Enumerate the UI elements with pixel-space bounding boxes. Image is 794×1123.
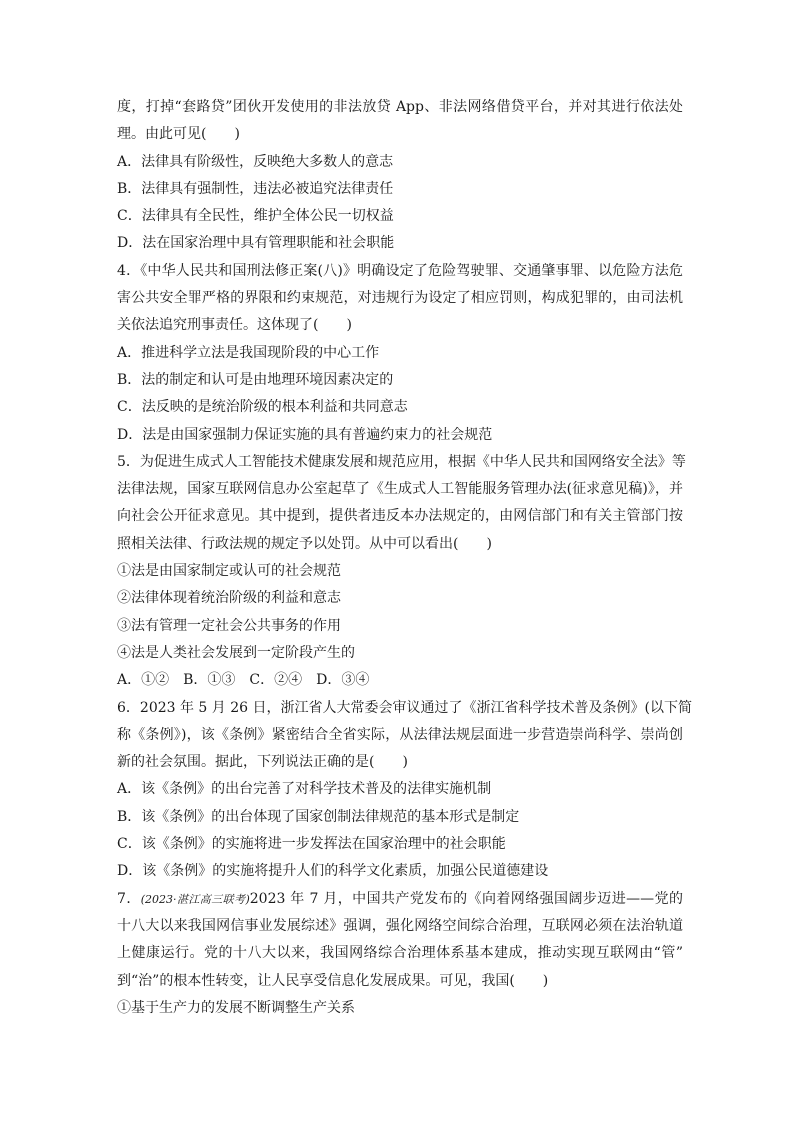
question-5-options: A．①② B．①③ C．②④ D．③④ xyxy=(117,672,370,689)
question-7-stem-line xyxy=(117,886,683,913)
question-7-stem-line: 到“治”的根本性转变，让人民享受信息化发展成果。可见，我国( ) xyxy=(117,972,549,989)
document-page xyxy=(117,94,692,1022)
question-6-option-d: D．该《条例》的实施将提升人们的科学文化素质，加强公民道德建设 xyxy=(117,863,549,880)
question-4-option-a: A．推进科学立法是我国现阶段的中心工作 xyxy=(117,344,380,361)
question-6-option-b: B．该《条例》的出台体现了国家创制法律规范的基本形式是制定 xyxy=(117,808,520,825)
question-4-stem-line: 害公共安全罪严格的界限和约束规范，对违规行为设定了相应罚则，构成犯罪的，由司法机 xyxy=(117,290,683,307)
question-7-stem-text: 2023 年 7 月，中国共产党发布的《向着网络强国阔步迈进——党的 xyxy=(249,890,683,907)
question-5-statement-3: ③法有管理一定社会公共事务的作用 xyxy=(117,617,341,634)
question-5-stem-line: 5．为促进生成式人工智能技术健康发展和规范应用，根据《中华人民共和国网络安全法》等 xyxy=(117,453,686,470)
question-4-option-d: D．法是由国家强制力保证实施的具有普遍约束力的社会规范 xyxy=(117,426,493,443)
question-5-statement-2: ②法律体现着统治阶级的利益和意志 xyxy=(117,590,341,607)
question-4-option-c: C．法反映的是统治阶级的根本利益和共同意志 xyxy=(117,399,408,416)
question-6-stem-line: 称《条例》)，该《条例》紧密结合全省实际，从法律法规层面进一步营造崇尚科学、崇尚创 xyxy=(117,726,683,743)
question-6-option-c: C．该《条例》的实施将进一步发挥法在国家治理中的社会职能 xyxy=(117,836,506,853)
question-5-statement-4: ④法是人类社会发展到一定阶段产生的 xyxy=(117,644,355,661)
question-7-statement-1: ①基于生产力的发展不断调整生产关系 xyxy=(117,999,355,1016)
question-6-option-a: A．该《条例》的出台完善了对科学技术普及的法律实施机制 xyxy=(117,781,492,798)
question-4-option-b: B．法的制定和认可是由地理环境因素决定的 xyxy=(117,371,394,388)
question-7-number: 7． xyxy=(117,890,141,907)
question-6-stem-line: 新的社会氛围。据此，下列说法正确的是( ) xyxy=(117,754,408,771)
question-3-option-b: B．法律具有强制性，违法必被追究法律责任 xyxy=(117,180,394,197)
question-4-stem-line: 4．《中华人民共和国刑法修正案(八)》明确设定了危险驾驶罪、交通肇事罪、以危险方法危 xyxy=(117,262,683,279)
question-3-option-c: C．法律具有全民性，维护全体公民一切权益 xyxy=(117,208,394,225)
question-7-stem-line: 十八大以来我国网信事业发展综述》强调，强化网络空间综合治理，互联网必须在法治轨道 xyxy=(117,917,683,934)
question-5-statement-1: ①法是由国家制定或认可的社会规范 xyxy=(117,563,341,580)
question-3-option-d: D．法在国家治理中具有管理职能和社会职能 xyxy=(117,235,395,252)
question-3-stem-line: 理。由此可见( ) xyxy=(117,126,240,143)
question-5-stem-line: 法律法规，国家互联网信息办公室起草了《生成式人工智能服务管理办法(征求意见稿)》，并 xyxy=(117,481,683,498)
question-3-stem-line: 度，打掉“套路贷”团伙开发使用的非法放贷 App、非法网络借贷平台，并对其进行依法处 xyxy=(117,99,683,115)
question-4-stem-line: 关依法追究刑事责任。这体现了( ) xyxy=(117,317,352,334)
question-5-stem-line: 照相关法律、行政法规的规定予以处罚。从中可以看出( ) xyxy=(117,535,492,552)
question-5-stem-line: 向社会公开征求意见。其中提到，提供者违反本办法规定的，由网信部门和有关主管部门按 xyxy=(117,508,683,525)
question-6-stem-line: 6．2023 年 5 月 26 日，浙江省人大常委会审议通过了《浙江省科学技术普及条例》(以下简 xyxy=(117,699,692,716)
question-7-source: (2023·湛江高三联考) xyxy=(140,892,250,906)
question-3-option-a: A．法律具有阶级性，反映绝大多数人的意志 xyxy=(117,153,394,170)
question-7-stem-line: 上健康运行。党的十八大以来，我国网络综合治理体系基本建成，推动实现互联网由“管” xyxy=(117,945,683,962)
